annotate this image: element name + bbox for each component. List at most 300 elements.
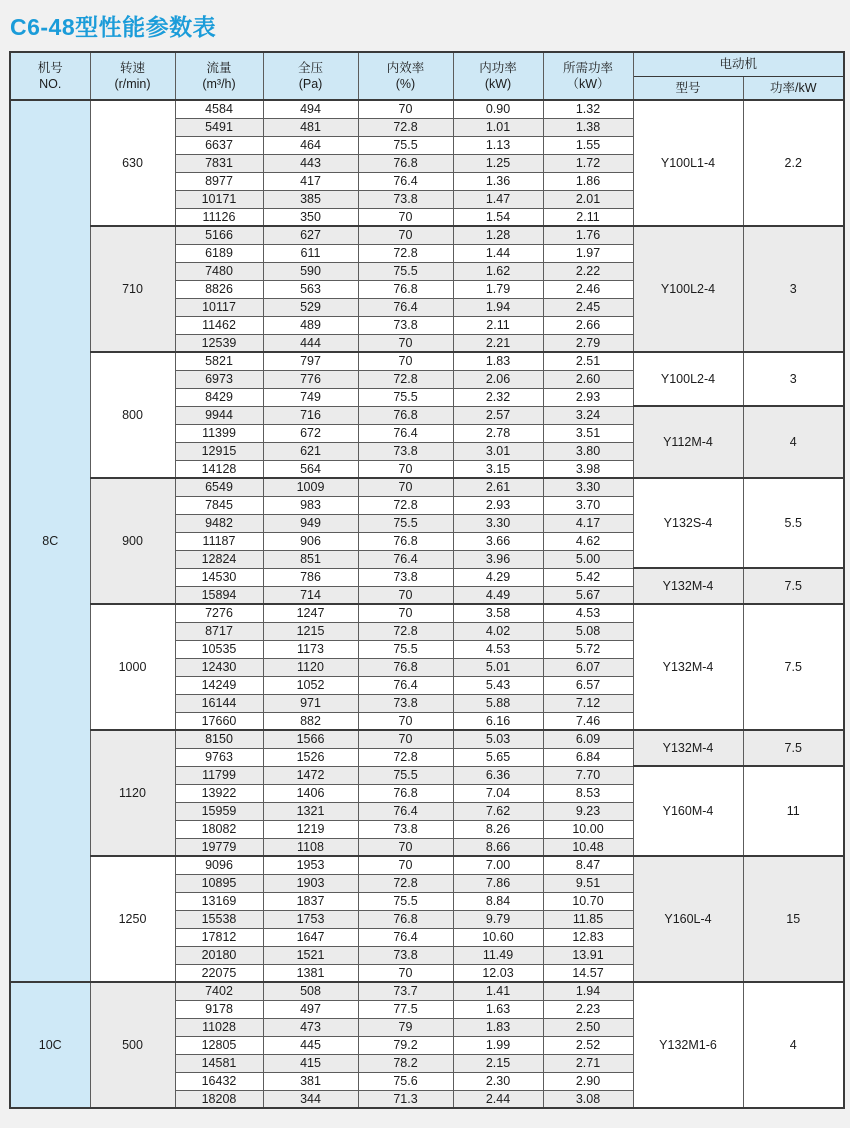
header-motor-model: 型号	[633, 76, 743, 100]
cell-inner-power: 3.30	[453, 514, 543, 532]
cell-efficiency: 77.5	[358, 1000, 453, 1018]
cell-motor-model: Y132M-4	[633, 604, 743, 730]
cell-required-power: 4.53	[543, 604, 633, 622]
table-row	[10, 856, 844, 874]
cell-required-power: 2.60	[543, 370, 633, 388]
cell-flow: 8717	[175, 622, 263, 640]
cell-efficiency: 71.3	[358, 1090, 453, 1108]
cell-inner-power: 7.62	[453, 802, 543, 820]
cell-pressure: 464	[263, 136, 358, 154]
cell-pressure: 481	[263, 118, 358, 136]
cell-flow: 18082	[175, 820, 263, 838]
header-required-power: 所需功率 （kW）	[543, 52, 633, 100]
cell-required-power: 13.91	[543, 946, 633, 964]
cell-inner-power: 4.49	[453, 586, 543, 604]
table-row	[10, 352, 844, 370]
cell-pressure: 621	[263, 442, 358, 460]
cell-flow: 22075	[175, 964, 263, 982]
cell-inner-power: 2.44	[453, 1090, 543, 1108]
table-body	[10, 100, 844, 1108]
cell-motor-model: Y100L2-4	[633, 352, 743, 406]
cell-flow: 13169	[175, 892, 263, 910]
cell-speed: 1120	[90, 730, 175, 856]
table-row	[10, 730, 844, 748]
cell-pressure: 851	[263, 550, 358, 568]
cell-required-power: 4.62	[543, 532, 633, 550]
cell-inner-power: 8.84	[453, 892, 543, 910]
cell-inner-power: 2.78	[453, 424, 543, 442]
cell-flow: 11399	[175, 424, 263, 442]
cell-inner-power: 5.43	[453, 676, 543, 694]
cell-flow: 5821	[175, 352, 263, 370]
cell-motor-model: Y160M-4	[633, 766, 743, 856]
cell-inner-power: 1.47	[453, 190, 543, 208]
header-inner-power: 内功率 (kW)	[453, 52, 543, 100]
cell-efficiency: 76.8	[358, 658, 453, 676]
cell-efficiency: 70	[358, 604, 453, 622]
cell-flow: 17812	[175, 928, 263, 946]
cell-pressure: 906	[263, 532, 358, 550]
cell-efficiency: 76.4	[358, 928, 453, 946]
cell-required-power: 9.51	[543, 874, 633, 892]
cell-required-power: 3.80	[543, 442, 633, 460]
cell-inner-power: 6.36	[453, 766, 543, 784]
cell-required-power: 14.57	[543, 964, 633, 982]
cell-efficiency: 70	[358, 334, 453, 352]
cell-efficiency: 75.5	[358, 640, 453, 658]
cell-required-power: 3.51	[543, 424, 633, 442]
cell-required-power: 5.42	[543, 568, 633, 586]
cell-pressure: 1647	[263, 928, 358, 946]
cell-required-power: 2.93	[543, 388, 633, 406]
cell-pressure: 1108	[263, 838, 358, 856]
cell-inner-power: 6.16	[453, 712, 543, 730]
cell-pressure: 344	[263, 1090, 358, 1108]
cell-required-power: 5.08	[543, 622, 633, 640]
cell-required-power: 2.23	[543, 1000, 633, 1018]
cell-efficiency: 70	[358, 964, 453, 982]
cell-flow: 20180	[175, 946, 263, 964]
cell-pressure: 1215	[263, 622, 358, 640]
performance-table	[9, 51, 845, 1109]
cell-inner-power: 1.01	[453, 118, 543, 136]
cell-flow: 7480	[175, 262, 263, 280]
cell-efficiency: 76.4	[358, 550, 453, 568]
cell-required-power: 1.32	[543, 100, 633, 118]
cell-required-power: 2.52	[543, 1036, 633, 1054]
cell-speed: 500	[90, 982, 175, 1108]
cell-flow: 15959	[175, 802, 263, 820]
cell-pressure: 797	[263, 352, 358, 370]
cell-efficiency: 73.7	[358, 982, 453, 1000]
cell-efficiency: 76.8	[358, 532, 453, 550]
header-motor: 电动机	[633, 52, 844, 76]
header-speed: 转速 (r/min)	[90, 52, 175, 100]
cell-flow: 7276	[175, 604, 263, 622]
cell-pressure: 385	[263, 190, 358, 208]
cell-flow: 9763	[175, 748, 263, 766]
cell-required-power: 5.67	[543, 586, 633, 604]
cell-inner-power: 2.21	[453, 334, 543, 352]
cell-inner-power: 3.01	[453, 442, 543, 460]
table-row	[10, 982, 844, 1000]
cell-flow: 10117	[175, 298, 263, 316]
cell-pressure: 415	[263, 1054, 358, 1072]
cell-flow: 12805	[175, 1036, 263, 1054]
cell-flow: 11028	[175, 1018, 263, 1036]
cell-flow: 14249	[175, 676, 263, 694]
cell-flow: 9096	[175, 856, 263, 874]
cell-efficiency: 73.8	[358, 946, 453, 964]
cell-pressure: 508	[263, 982, 358, 1000]
cell-efficiency: 72.8	[358, 118, 453, 136]
cell-flow: 6189	[175, 244, 263, 262]
cell-efficiency: 70	[358, 460, 453, 478]
cell-pressure: 1521	[263, 946, 358, 964]
cell-flow: 7402	[175, 982, 263, 1000]
header-motor-power: 功率/kW	[743, 76, 844, 100]
page-title: C6-48型性能参数表	[10, 14, 217, 40]
cell-efficiency: 70	[358, 352, 453, 370]
cell-required-power: 1.94	[543, 982, 633, 1000]
cell-flow: 12824	[175, 550, 263, 568]
cell-flow: 5491	[175, 118, 263, 136]
cell-efficiency: 72.8	[358, 622, 453, 640]
cell-efficiency: 72.8	[358, 370, 453, 388]
cell-inner-power: 10.60	[453, 928, 543, 946]
cell-flow: 12430	[175, 658, 263, 676]
cell-pressure: 564	[263, 460, 358, 478]
cell-pressure: 1566	[263, 730, 358, 748]
cell-flow: 14530	[175, 568, 263, 586]
cell-motor-power: 5.5	[743, 478, 844, 568]
cell-inner-power: 9.79	[453, 910, 543, 928]
cell-motor-power: 15	[743, 856, 844, 982]
cell-pressure: 563	[263, 280, 358, 298]
cell-required-power: 9.23	[543, 802, 633, 820]
cell-speed: 1000	[90, 604, 175, 730]
cell-flow: 8429	[175, 388, 263, 406]
cell-pressure: 381	[263, 1072, 358, 1090]
cell-efficiency: 73.8	[358, 316, 453, 334]
cell-efficiency: 75.5	[358, 766, 453, 784]
cell-inner-power: 2.61	[453, 478, 543, 496]
cell-efficiency: 70	[358, 730, 453, 748]
cell-inner-power: 4.53	[453, 640, 543, 658]
cell-speed: 630	[90, 100, 175, 226]
cell-required-power: 2.11	[543, 208, 633, 226]
cell-required-power: 2.22	[543, 262, 633, 280]
cell-inner-power: 1.79	[453, 280, 543, 298]
cell-pressure: 1219	[263, 820, 358, 838]
cell-inner-power: 1.63	[453, 1000, 543, 1018]
cell-efficiency: 72.8	[358, 244, 453, 262]
cell-pressure: 882	[263, 712, 358, 730]
cell-efficiency: 70	[358, 478, 453, 496]
cell-efficiency: 76.4	[358, 676, 453, 694]
cell-pressure: 716	[263, 406, 358, 424]
cell-pressure: 497	[263, 1000, 358, 1018]
cell-flow: 11126	[175, 208, 263, 226]
cell-motor-model: Y132M-4	[633, 568, 743, 604]
cell-pressure: 949	[263, 514, 358, 532]
cell-required-power: 4.17	[543, 514, 633, 532]
cell-flow: 9944	[175, 406, 263, 424]
cell-inner-power: 12.03	[453, 964, 543, 982]
cell-flow: 19779	[175, 838, 263, 856]
cell-flow: 10535	[175, 640, 263, 658]
cell-required-power: 10.48	[543, 838, 633, 856]
cell-efficiency: 75.5	[358, 136, 453, 154]
cell-machine-no: 10C	[10, 982, 90, 1108]
cell-required-power: 8.53	[543, 784, 633, 802]
cell-pressure: 444	[263, 334, 358, 352]
cell-pressure: 1472	[263, 766, 358, 784]
cell-pressure: 714	[263, 586, 358, 604]
cell-inner-power: 5.03	[453, 730, 543, 748]
cell-pressure: 983	[263, 496, 358, 514]
cell-pressure: 417	[263, 172, 358, 190]
cell-flow: 11799	[175, 766, 263, 784]
cell-efficiency: 72.8	[358, 874, 453, 892]
cell-flow: 10171	[175, 190, 263, 208]
cell-efficiency: 76.8	[358, 154, 453, 172]
cell-pressure: 473	[263, 1018, 358, 1036]
cell-pressure: 494	[263, 100, 358, 118]
cell-required-power: 5.72	[543, 640, 633, 658]
cell-motor-model: Y112M-4	[633, 406, 743, 478]
cell-pressure: 1526	[263, 748, 358, 766]
cell-pressure: 672	[263, 424, 358, 442]
cell-flow: 7831	[175, 154, 263, 172]
cell-flow: 10895	[175, 874, 263, 892]
cell-required-power: 7.46	[543, 712, 633, 730]
header-efficiency: 内效率 (%)	[358, 52, 453, 100]
cell-flow: 15894	[175, 586, 263, 604]
cell-efficiency: 73.8	[358, 190, 453, 208]
cell-efficiency: 79	[358, 1018, 453, 1036]
cell-required-power: 1.38	[543, 118, 633, 136]
cell-pressure: 1753	[263, 910, 358, 928]
cell-pressure: 971	[263, 694, 358, 712]
cell-flow: 8826	[175, 280, 263, 298]
cell-required-power: 1.76	[543, 226, 633, 244]
cell-required-power: 1.72	[543, 154, 633, 172]
cell-efficiency: 76.4	[358, 172, 453, 190]
cell-motor-power: 2.2	[743, 100, 844, 226]
cell-inner-power: 0.90	[453, 100, 543, 118]
cell-flow: 8150	[175, 730, 263, 748]
cell-flow: 12539	[175, 334, 263, 352]
cell-pressure: 611	[263, 244, 358, 262]
cell-required-power: 10.70	[543, 892, 633, 910]
table-row	[10, 604, 844, 622]
cell-motor-power: 11	[743, 766, 844, 856]
cell-pressure: 529	[263, 298, 358, 316]
cell-required-power: 2.50	[543, 1018, 633, 1036]
cell-inner-power: 1.54	[453, 208, 543, 226]
cell-efficiency: 70	[358, 712, 453, 730]
cell-pressure: 1953	[263, 856, 358, 874]
cell-required-power: 3.08	[543, 1090, 633, 1108]
cell-inner-power: 7.86	[453, 874, 543, 892]
cell-speed: 800	[90, 352, 175, 478]
cell-inner-power: 2.15	[453, 1054, 543, 1072]
cell-flow: 9178	[175, 1000, 263, 1018]
cell-required-power: 11.85	[543, 910, 633, 928]
cell-efficiency: 70	[358, 208, 453, 226]
cell-efficiency: 76.4	[358, 298, 453, 316]
cell-pressure: 1120	[263, 658, 358, 676]
cell-efficiency: 73.8	[358, 694, 453, 712]
cell-inner-power: 4.29	[453, 568, 543, 586]
cell-motor-model: Y100L2-4	[633, 226, 743, 352]
cell-pressure: 1173	[263, 640, 358, 658]
header-pressure: 全压 (Pa)	[263, 52, 358, 100]
cell-efficiency: 76.4	[358, 802, 453, 820]
cell-pressure: 489	[263, 316, 358, 334]
cell-flow: 16144	[175, 694, 263, 712]
cell-inner-power: 1.94	[453, 298, 543, 316]
cell-pressure: 350	[263, 208, 358, 226]
cell-inner-power: 7.00	[453, 856, 543, 874]
cell-flow: 11187	[175, 532, 263, 550]
cell-efficiency: 73.8	[358, 568, 453, 586]
cell-inner-power: 1.13	[453, 136, 543, 154]
cell-inner-power: 1.62	[453, 262, 543, 280]
cell-efficiency: 76.4	[358, 424, 453, 442]
cell-motor-model: Y100L1-4	[633, 100, 743, 226]
cell-pressure: 1381	[263, 964, 358, 982]
cell-pressure: 627	[263, 226, 358, 244]
cell-inner-power: 3.58	[453, 604, 543, 622]
cell-inner-power: 11.49	[453, 946, 543, 964]
cell-efficiency: 79.2	[358, 1036, 453, 1054]
cell-motor-power: 4	[743, 406, 844, 478]
cell-motor-model: Y132M1-6	[633, 982, 743, 1108]
cell-required-power: 2.79	[543, 334, 633, 352]
cell-pressure: 776	[263, 370, 358, 388]
cell-flow: 7845	[175, 496, 263, 514]
header-flow: 流量 (m³/h)	[175, 52, 263, 100]
cell-required-power: 5.00	[543, 550, 633, 568]
cell-inner-power: 1.83	[453, 1018, 543, 1036]
cell-inner-power: 4.02	[453, 622, 543, 640]
cell-required-power: 6.07	[543, 658, 633, 676]
cell-inner-power: 3.15	[453, 460, 543, 478]
cell-inner-power: 2.93	[453, 496, 543, 514]
cell-pressure: 1321	[263, 802, 358, 820]
cell-motor-model: Y132S-4	[633, 478, 743, 568]
cell-pressure: 445	[263, 1036, 358, 1054]
cell-motor-model: Y160L-4	[633, 856, 743, 982]
cell-required-power: 10.00	[543, 820, 633, 838]
cell-required-power: 2.45	[543, 298, 633, 316]
cell-pressure: 1903	[263, 874, 358, 892]
cell-efficiency: 75.5	[358, 388, 453, 406]
cell-flow: 5166	[175, 226, 263, 244]
cell-speed: 710	[90, 226, 175, 352]
cell-pressure: 1247	[263, 604, 358, 622]
cell-motor-power: 7.5	[743, 730, 844, 766]
cell-efficiency: 70	[358, 586, 453, 604]
cell-flow: 6549	[175, 478, 263, 496]
cell-inner-power: 2.32	[453, 388, 543, 406]
table-header	[10, 52, 844, 100]
cell-efficiency: 70	[358, 226, 453, 244]
cell-inner-power: 8.26	[453, 820, 543, 838]
cell-flow: 18208	[175, 1090, 263, 1108]
cell-required-power: 2.71	[543, 1054, 633, 1072]
cell-flow: 6637	[175, 136, 263, 154]
cell-inner-power: 7.04	[453, 784, 543, 802]
cell-required-power: 3.70	[543, 496, 633, 514]
cell-flow: 17660	[175, 712, 263, 730]
cell-required-power: 6.84	[543, 748, 633, 766]
cell-flow: 9482	[175, 514, 263, 532]
cell-efficiency: 72.8	[358, 748, 453, 766]
cell-required-power: 12.83	[543, 928, 633, 946]
cell-inner-power: 5.65	[453, 748, 543, 766]
cell-required-power: 1.86	[543, 172, 633, 190]
cell-inner-power: 3.96	[453, 550, 543, 568]
cell-efficiency: 72.8	[358, 496, 453, 514]
cell-flow: 14581	[175, 1054, 263, 1072]
cell-inner-power: 5.01	[453, 658, 543, 676]
cell-required-power: 3.98	[543, 460, 633, 478]
cell-pressure: 1052	[263, 676, 358, 694]
cell-efficiency: 70	[358, 100, 453, 118]
cell-pressure: 443	[263, 154, 358, 172]
header-machine-no: 机号 NO.	[10, 52, 90, 100]
cell-required-power: 8.47	[543, 856, 633, 874]
cell-required-power: 7.70	[543, 766, 633, 784]
cell-pressure: 1406	[263, 784, 358, 802]
cell-motor-power: 4	[743, 982, 844, 1108]
cell-pressure: 749	[263, 388, 358, 406]
cell-flow: 8977	[175, 172, 263, 190]
cell-inner-power: 1.41	[453, 982, 543, 1000]
cell-required-power: 7.12	[543, 694, 633, 712]
cell-machine-no: 8C	[10, 100, 90, 982]
cell-efficiency: 73.8	[358, 820, 453, 838]
cell-flow: 15538	[175, 910, 263, 928]
table-row	[10, 100, 844, 118]
cell-motor-power: 3	[743, 352, 844, 406]
cell-efficiency: 75.5	[358, 892, 453, 910]
cell-flow: 14128	[175, 460, 263, 478]
cell-inner-power: 2.06	[453, 370, 543, 388]
cell-efficiency: 76.8	[358, 784, 453, 802]
cell-flow: 6973	[175, 370, 263, 388]
cell-inner-power: 5.88	[453, 694, 543, 712]
cell-efficiency: 70	[358, 838, 453, 856]
cell-efficiency: 75.5	[358, 514, 453, 532]
cell-efficiency: 70	[358, 856, 453, 874]
cell-required-power: 6.57	[543, 676, 633, 694]
cell-efficiency: 73.8	[358, 442, 453, 460]
table-row	[10, 478, 844, 496]
cell-inner-power: 2.57	[453, 406, 543, 424]
cell-inner-power: 1.28	[453, 226, 543, 244]
cell-required-power: 2.01	[543, 190, 633, 208]
cell-required-power: 6.09	[543, 730, 633, 748]
cell-required-power: 2.51	[543, 352, 633, 370]
cell-inner-power: 1.44	[453, 244, 543, 262]
cell-motor-model: Y132M-4	[633, 730, 743, 766]
cell-efficiency: 78.2	[358, 1054, 453, 1072]
cell-motor-power: 7.5	[743, 568, 844, 604]
